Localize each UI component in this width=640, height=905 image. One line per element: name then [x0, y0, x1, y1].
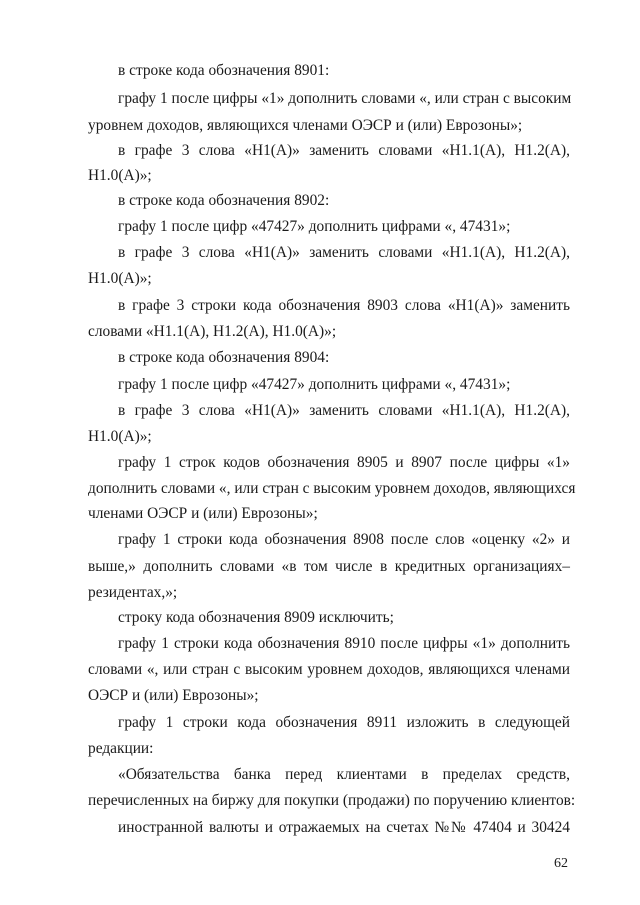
- text-line: членами ОЭСР и (или) Еврозоны»;: [88, 505, 318, 522]
- text-line: графу 1 строки кода обозначения 8908 после слов «оценку «2» и: [118, 531, 570, 548]
- text-line: иностранной валюты и отражаемых на счетах №№ 47404 и 30424: [118, 819, 570, 836]
- text-line: уровнем доходов, являющихся членами ОЭСР и (или) Еврозоны»;: [88, 117, 523, 134]
- text-line: графу 1 строки кода обозначения 8911 изложить в следующей: [118, 714, 570, 731]
- text-line: в графе 3 слова «Н1(А)» заменить словами «Н1.1(А), Н1.2(А),: [118, 142, 570, 159]
- text-line: в строке кода обозначения 8902:: [118, 192, 330, 209]
- text-line: перечисленных на биржу для покупки (продажи) по поручению клиентов:: [88, 792, 576, 809]
- text-line: дополнить словами «, или стран с высоким уровнем доходов, являющихся: [88, 480, 576, 497]
- text-line: словами «Н1.1(А), Н1.2(А), Н1.0(А)»;: [88, 323, 337, 340]
- text-line: в графе 3 слова «Н1(А)» заменить словами «Н1.1(А), Н1.2(А),: [118, 402, 570, 419]
- text-line: редакции:: [88, 740, 154, 757]
- text-line: графу 1 строк кодов обозначения 8905 и 8907 после цифры «1»: [118, 454, 570, 471]
- text-line: Н1.0(А)»;: [88, 270, 152, 287]
- text-line: графу 1 после цифр «47427» дополнить цифрами «, 47431»;: [118, 376, 511, 393]
- text-line: «Обязательства банка перед клиентами в пределах средств,: [118, 766, 570, 783]
- text-line: графу 1 после цифры «1» дополнить словами «, или стран с высоким: [118, 90, 572, 107]
- text-line: ОЭСР и (или) Еврозоны»;: [88, 687, 259, 704]
- text-line: Н1.0(А)»;: [88, 167, 152, 184]
- text-line: резидентах,»;: [88, 584, 178, 601]
- text-line: в строке кода обозначения 8904:: [118, 349, 330, 366]
- text-line: Н1.0(А)»;: [88, 428, 152, 445]
- text-line: выше,» дополнить словами «в том числе в кредитных организациях–: [88, 558, 570, 575]
- text-line: в строке кода обозначения 8901:: [118, 62, 330, 79]
- text-line: графу 1 строки кода обозначения 8910 после цифры «1» дополнить: [118, 635, 570, 652]
- text-line: словами «, или стран с высоким уровнем доходов, являющихся членами: [88, 661, 570, 678]
- text-line: в графе 3 строки кода обозначения 8903 слова «Н1(А)» заменить: [118, 297, 570, 314]
- page-number: 62: [554, 856, 568, 871]
- text-line: строку кода обозначения 8909 исключить;: [118, 609, 394, 626]
- text-line: в графе 3 слова «Н1(А)» заменить словами «Н1.1(А), Н1.2(А),: [118, 244, 570, 261]
- text-line: графу 1 после цифр «47427» дополнить цифрами «, 47431»;: [118, 218, 511, 235]
